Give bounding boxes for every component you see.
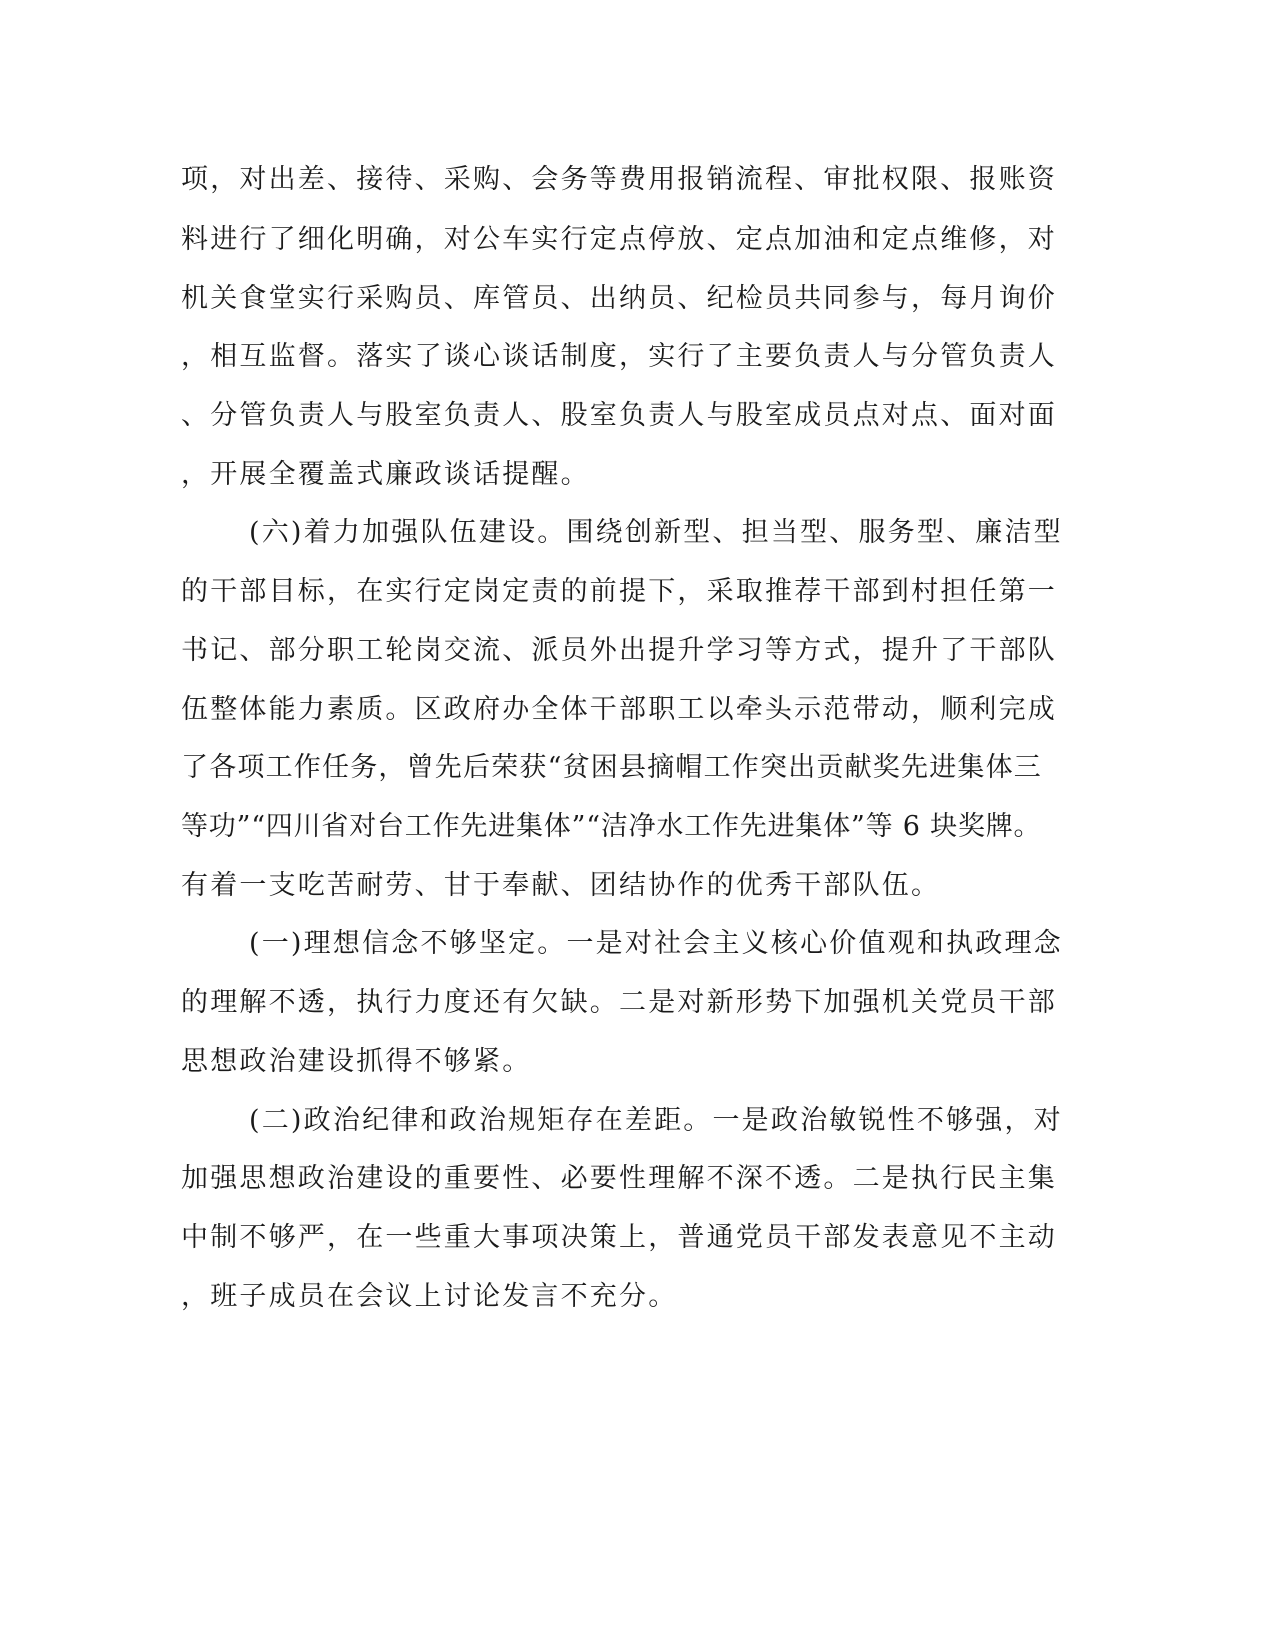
text-line: 的干部目标，在实行定岗定责的前提下，采取推荐干部到村担任第一 bbox=[181, 576, 1057, 607]
text-line: 了各项工作任务，曾先后荣获“贫困县摘帽工作突出贡献奖先进集体三 bbox=[181, 752, 1043, 783]
text-line: 机关食堂实行采购员、库管员、出纳员、纪检员共同参与，每月询价 bbox=[181, 283, 1057, 314]
text-line-indented: (六)着力加强队伍建设。围绕创新型、担当型、服务型、廉洁型 bbox=[249, 517, 1063, 548]
text-line: 等功”“四川省对台工作先进集体”“洁净水工作先进集体”等 6 块奖牌。 bbox=[181, 811, 1042, 842]
text-line-indented: (一)理想信念不够坚定。一是对社会主义核心价值观和执政理念 bbox=[249, 928, 1063, 959]
text-line: 料进行了细化明确，对公车实行定点停放、定点加油和定点维修，对 bbox=[181, 224, 1057, 255]
text-line: 、分管负责人与股室负责人、股室负责人与股室成员点对点、面对面 bbox=[181, 400, 1057, 431]
text-line: 加强思想政治建设的重要性、必要性理解不深不透。二是执行民主集 bbox=[181, 1163, 1057, 1194]
text-line: ，开展全覆盖式廉政谈话提醒。 bbox=[181, 459, 590, 490]
text-line: 中制不够严，在一些重大事项决策上，普通党员干部发表意见不主动 bbox=[181, 1222, 1057, 1253]
text-line-indented: (二)政治纪律和政治规矩存在差距。一是政治敏锐性不够强，对 bbox=[249, 1105, 1063, 1136]
text-line: 书记、部分职工轮岗交流、派员外出提升学习等方式，提升了干部队 bbox=[181, 635, 1057, 666]
text-line: 有着一支吃苦耐劳、甘于奉献、团结协作的优秀干部队伍。 bbox=[181, 870, 941, 901]
text-line: 项，对出差、接待、采购、会务等费用报销流程、审批权限、报账资 bbox=[181, 164, 1057, 195]
text-line: 伍整体能力素质。区政府办全体干部职工以牵头示范带动，顺利完成 bbox=[181, 694, 1057, 725]
text-line: ，相互监督。落实了谈心谈话制度，实行了主要负责人与分管负责人 bbox=[181, 341, 1057, 372]
text-line: 的理解不透，执行力度还有欠缺。二是对新形势下加强机关党员干部 bbox=[181, 987, 1057, 1018]
text-line: ，班子成员在会议上讨论发言不充分。 bbox=[181, 1281, 678, 1312]
text-line: 思想政治建设抓得不够紧。 bbox=[181, 1046, 532, 1077]
